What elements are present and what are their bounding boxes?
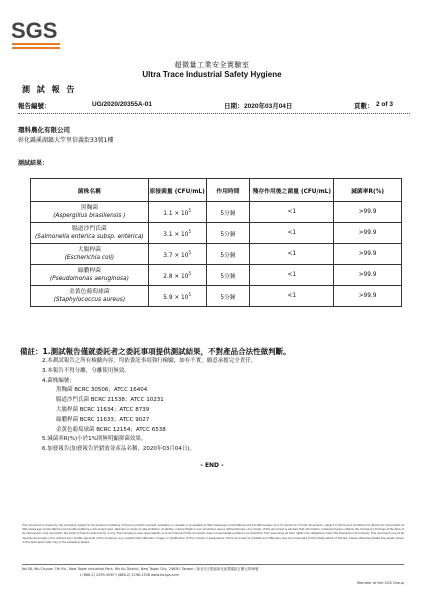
- strain-name-cn: 黑麴菌: [80, 205, 99, 211]
- contact-time: 5分鐘: [206, 202, 250, 223]
- strain-id: 腸道沙門氏菌 BCRC 21538；ATCC 10231: [56, 397, 164, 404]
- strain-cell: [31, 202, 149, 223]
- client-address: 彰化縣溪湖鎮大竿里信義街33號1樓: [18, 137, 114, 144]
- report-no: UG/2020/20355A-01: [92, 101, 152, 108]
- header-strain: 菌株名稱: [31, 179, 149, 202]
- note-4: 4.菌株編號：: [42, 377, 75, 384]
- report-meta: [18, 101, 410, 111]
- initial-count-exp: 5: [188, 249, 191, 255]
- lab-name-cn: 超微量工業安全實驗室: [174, 61, 250, 69]
- end-marker: - END -: [200, 462, 224, 469]
- initial-count-cell: [148, 202, 206, 223]
- strain-name-cn: 大腸桿菌: [77, 247, 101, 253]
- strain-name-sci: (Salmonella enterica subsp. enterica): [35, 234, 144, 240]
- reduction-rate: >99.9: [334, 244, 402, 265]
- initial-count-cell: [148, 223, 206, 244]
- table-row: [31, 202, 402, 223]
- reduction-rate: >99.9: [334, 223, 402, 244]
- header-initial-count: 原接菌量 (CFU/mL): [148, 179, 206, 202]
- reduction-rate: >99.9: [334, 265, 402, 286]
- strain-id: 金黃色葡萄球菌 BCRC 12154；ATCC 6538: [56, 426, 166, 433]
- strain-cell: [31, 265, 149, 286]
- page-number: 2 of 3: [376, 101, 393, 108]
- lab-name-en: Ultra Trace Industrial Safety Hygiene: [142, 70, 282, 79]
- note-2: 2.本測試報告之所有檢驗內容，均依委託事項執行檢驗，如有不實，願意承擔完全責任。: [42, 358, 257, 364]
- strain-name-sci: (Aspergillus brasiliensis ): [53, 213, 126, 219]
- initial-count: 5.9 × 10: [163, 294, 189, 301]
- table-row: [31, 265, 402, 286]
- strain-name-cn: 綠膿桿菌: [77, 268, 101, 274]
- footer-member: Member of the SGS Group: [356, 581, 404, 585]
- initial-count-cell: [148, 244, 206, 265]
- table-row: [31, 286, 402, 307]
- results-table: [30, 178, 402, 307]
- footer-disclaimer: This document is issued by the Company subject to its General Conditions of Service printed overleaf, available on request or accessible at http://www.sgs.com/en/Terms-and-Conditions.aspx and, for electronic format documents, subject to Terms and Conditions for Electronic Documents at http://www.sgs.com/en/Terms-and-Conditions/Terms-e-Document.aspx. Attention is drawn to the limitation of liability, indemnification and jurisdiction issues defined therein. Any holder of this document is advised that information contained hereon reflects the Company's findings at the time of its intervention only and within the limits of Client's instructions, if any. The Company's sole responsibility is to its Client and this document does not exonerate parties to a transaction from exercising all their rights and obligations under the transaction documents. This document cannot be reproduced except in full, without prior written approval of the Company. Any unauthorized alteration, forgery or falsification of the content or appearance of this document is unlawful and offenders may be prosecuted to the fullest extent of the law. Unless otherwise stated the results shown in this test report refer only to the sample(s) tested.: [22, 524, 404, 544]
- initial-count: 1.1 × 10: [163, 210, 189, 217]
- strain-cell: [31, 286, 149, 307]
- contact-time: 5分鐘: [206, 265, 250, 286]
- notes-section: [20, 346, 410, 455]
- strain-id: 綠膿桿菌 BCRC 11633；ATCC 9027: [56, 416, 150, 423]
- sgs-logo-text: SGS: [11, 18, 58, 43]
- reduction-rate: >99.9: [334, 286, 402, 307]
- reduction-rate: >99.9: [334, 202, 402, 223]
- strain-name-sci: (Staphylococcus aureus): [53, 297, 126, 303]
- footer-contact: t (886-2) 2299-3939 f (886-2) 2298-1338 www.tw.sgs.com: [80, 573, 179, 577]
- strain-name-sci: (Escherichia coli): [64, 255, 115, 261]
- report-title: 測 試 報 告: [22, 84, 77, 94]
- note-3: 3.本報告不得分離，分離使用無效。: [42, 367, 130, 374]
- results-label: 測試結果：: [18, 160, 49, 167]
- strain-cell: [31, 223, 149, 244]
- contact-time: 5分鐘: [206, 244, 250, 265]
- residual-count: <1: [250, 244, 334, 265]
- strain-cell: [31, 244, 149, 265]
- strain-id: 黑麴菌 BCRC 30506；ATCC 16404: [56, 387, 148, 394]
- strain-name-sci: (Pseudomonas aeruginosa): [49, 276, 129, 282]
- residual-count: <1: [250, 202, 334, 223]
- page-label: 頁數：: [354, 103, 374, 110]
- contact-time: 5分鐘: [206, 223, 250, 244]
- footer-divider: [22, 564, 404, 565]
- strain-name-cn: 腸道沙門氏菌: [71, 226, 107, 232]
- residual-count: <1: [250, 286, 334, 307]
- initial-count-exp: 5: [188, 291, 191, 297]
- client-company: 環科農化有限公司: [18, 126, 70, 134]
- initial-count: 2.8 × 10: [163, 273, 189, 280]
- note-6: 6.加發報告(加發報告於錯放並產品名稱，2020年03月04日)。: [42, 446, 196, 453]
- contact-time: 5分鐘: [206, 286, 250, 307]
- note-5: 5.減菌率R(%)小於1%則無明顯抑菌效果。: [42, 436, 147, 443]
- meta-divider: [18, 113, 410, 114]
- initial-count: 3.1 × 10: [163, 231, 189, 238]
- table-header-row: [31, 179, 402, 202]
- header-residual-count: 殘存作用後之菌量 (CFU/mL): [250, 179, 334, 202]
- initial-count-cell: [148, 265, 206, 286]
- initial-count-exp: 5: [188, 270, 191, 276]
- initial-count-exp: 5: [188, 207, 191, 213]
- header-reduction-rate: 減菌率R(%): [334, 179, 402, 202]
- footer-address: No.58, Wu Chyuan 7th Rd., New Taipei Industrial Park, Wu Ku District, New Taipei City, 24890, Taiwan / 新北市五股區新北產業園區五權七路58號: [22, 567, 259, 571]
- table-row: [31, 244, 402, 265]
- report-no-label: 報告編號：: [18, 103, 51, 110]
- strain-id: 大腸桿菌 BCRC 11634；ATCC 8739: [56, 406, 150, 413]
- strain-name-cn: 金黃色葡萄球菌: [69, 289, 110, 295]
- note-1: 備註：1.測試報告僅就委託者之委託事項提供測試結果，不對產品合法性做判斷。: [20, 347, 291, 356]
- header-contact-time: 作用時間: [206, 179, 250, 202]
- sgs-logo: [8, 14, 64, 54]
- initial-count: 3.7 × 10: [163, 252, 189, 259]
- residual-count: <1: [250, 265, 334, 286]
- date-label: 日期：: [224, 103, 244, 110]
- initial-count-exp: 5: [188, 228, 191, 234]
- initial-count-cell: [148, 286, 206, 307]
- table-row: [31, 223, 402, 244]
- residual-count: <1: [250, 223, 334, 244]
- report-date: 2020年03月04日: [244, 103, 293, 110]
